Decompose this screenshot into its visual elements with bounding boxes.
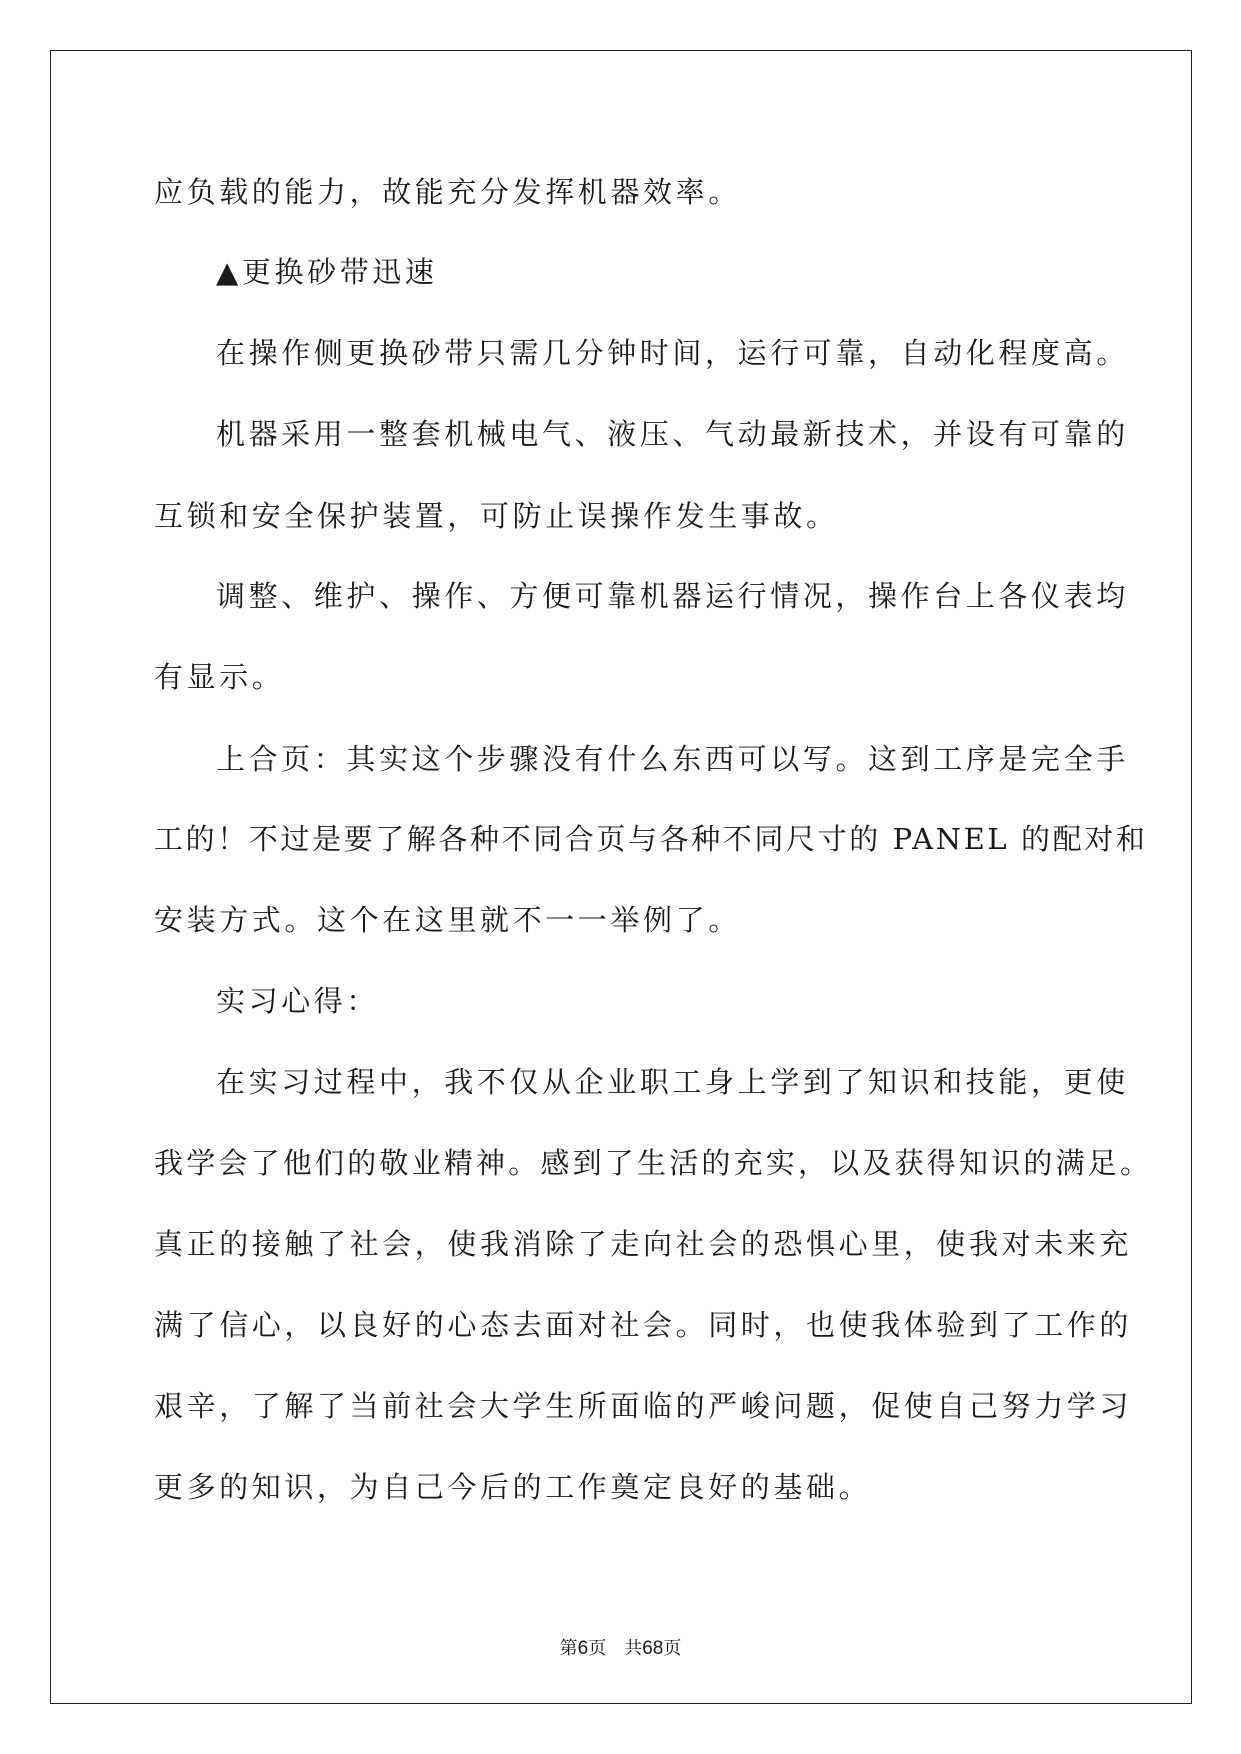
- text-line: 艰辛，了解了当前社会大学生所面临的严峻问题，促使自己努力学习: [154, 1389, 1133, 1423]
- text-line: 安装方式。这个在这里就不一一举例了。: [154, 903, 741, 937]
- text-line: 有显示。: [154, 660, 285, 694]
- text-line: 调整、维护、操作、方便可靠机器运行情况，操作台上各仪表均: [216, 579, 1129, 613]
- text-line: 我学会了他们的敬业精神。感到了生活的充实，以及获得知识的满足。: [154, 1146, 1153, 1180]
- text-line: 上合页：其实这个步骤没有什么东西可以写。这到工序是完全手: [216, 742, 1129, 776]
- text-line: ▲更换砂带迅速: [216, 255, 438, 289]
- page-footer: [0, 1634, 1241, 1660]
- total-page-number: 68: [642, 1638, 664, 1659]
- text-line: 机器采用一整套机械电气、液压、气动最新技术，并设有可靠的: [216, 417, 1129, 451]
- page-border: [50, 50, 1192, 1704]
- footer-middle: 页 共: [588, 1638, 643, 1659]
- text-line: 工的！不过是要了解各种不同合页与各种不同尺寸的 PANEL 的配对和: [154, 822, 1148, 856]
- text-line: 更多的知识，为自己今后的工作奠定良好的基础。: [154, 1470, 872, 1504]
- footer-prefix: 第: [559, 1638, 578, 1659]
- current-page-number: 6: [577, 1638, 589, 1659]
- text-line: 真正的接触了社会，使我消除了走向社会的恐惧心里，使我对未来充: [154, 1227, 1133, 1261]
- text-line: 实习心得：: [216, 984, 380, 1018]
- text-line: 在实习过程中，我不仅从企业职工身上学到了知识和技能，更使: [216, 1065, 1129, 1099]
- text-line: 在操作侧更换砂带只需几分钟时间，运行可靠，自动化程度高。: [216, 336, 1129, 370]
- text-line: 满了信心，以良好的心态去面对社会。同时，也使我体验到了工作的: [154, 1308, 1133, 1342]
- text-line: 应负载的能力，故能充分发挥机器效率。: [154, 175, 741, 209]
- footer-suffix: 页: [663, 1638, 682, 1659]
- text-line: 互锁和安全保护装置，可防止误操作发生事故。: [154, 499, 839, 533]
